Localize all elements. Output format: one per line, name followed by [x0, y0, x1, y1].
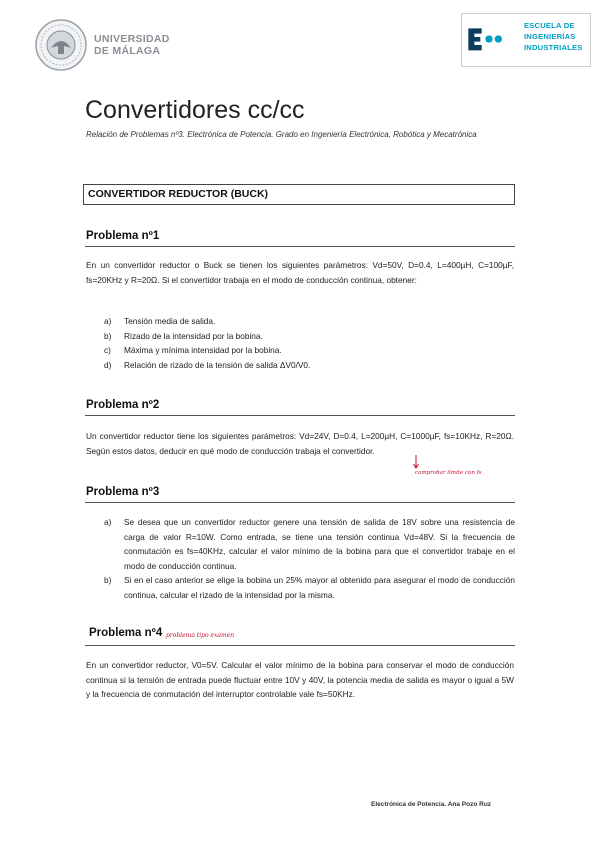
- list-item-label: a): [104, 316, 112, 326]
- problem-1-rule: [85, 246, 515, 247]
- problem-1-statement: En un convertidor reductor o Buck se tienen los siguientes parámetros: Vd=50V, D=0.4, L=400µH, C=100µF, fs=20KHz y R=20Ω. Si el convertidor trabaja en el modo de conducción continua, obtener:: [86, 260, 514, 285]
- eii-name-line1: ESCUELA DE: [524, 21, 575, 30]
- document-subtitle: Relación de Problemas nº3. Electrónica de Potencia. Grado en Ingeniería Electrónica, Robótica y Mecatrónica: [86, 130, 477, 139]
- problem-4-statement: En un convertidor reductor, V0=5V. Calcular el valor mínimo de la bobina para conservar el modo de conducción continua si la tensión de entrada puede fluctuar entre 10V y 40V, la potencia media de salida es mayor o igual a 5W y la frecuencia de conmutación del interruptor controlable vale fs=50KHz.: [86, 660, 514, 699]
- list-item: [104, 358, 504, 373]
- list-item: [104, 573, 515, 602]
- problem-3-title: Problema nº3: [86, 486, 160, 498]
- list-item-text: Rizado de la intensidad por la bobina.: [124, 330, 263, 341]
- list-item-label: b): [104, 330, 112, 341]
- uma-seal-icon: [34, 18, 88, 72]
- problem-4-handnote: problema tipo examen: [166, 632, 235, 639]
- uma-name-line1: UNIVERSIDAD: [94, 33, 170, 45]
- list-item: [104, 343, 504, 358]
- problem-1-list: [104, 314, 504, 372]
- list-item-label: b): [104, 575, 112, 585]
- list-item: [104, 515, 515, 573]
- problem-1-title: Problema nº1: [86, 230, 160, 242]
- problem-4-title: Problema nº4: [89, 627, 163, 639]
- list-item-label: a): [104, 517, 112, 527]
- list-item: [104, 314, 504, 329]
- list-item-text: Si en el caso anterior se elige la bobina un 25% mayor al obtenido para asegurar el modo de conducción continua, calcular el rizado de la intensidad por la misma.: [124, 575, 515, 600]
- uma-name: [94, 33, 170, 57]
- problem-2-title: Problema nº2: [86, 399, 160, 411]
- list-item-label: c): [104, 345, 111, 355]
- problem-3-rule: [85, 502, 515, 503]
- problem-2-handnote: comprobar límite con fs: [415, 470, 482, 476]
- eii-name-line3: INDUSTRIALES: [524, 43, 583, 52]
- problem-4-rule: [85, 645, 515, 646]
- list-item-text: Relación de rizado de la tensión de salida ΔV0/V0.: [124, 359, 311, 370]
- eii-logo: [461, 13, 591, 67]
- handwritten-arrow-icon: [413, 455, 419, 469]
- eii-name: [524, 20, 583, 53]
- list-item-label: d): [104, 359, 112, 370]
- problem-3-list: [104, 515, 515, 602]
- problem-2-rule: [85, 415, 515, 416]
- page-footer: Electrónica de Potencia. Ana Pozo Ruz: [371, 801, 492, 808]
- list-item-text: Se desea que un convertidor reductor genere una tensión de salida de 18V sobre una resistencia de carga de valor R=10W. Como entrada, se tiene una tensión continua Vd=48V. Si la frecuencia de conmutación es fs=40KHz, calcular el valor mínimo de la bobina para que el convertidor trabaje en el modo de conducción continua.: [124, 517, 515, 571]
- list-item-text: Tensión media de salida.: [124, 316, 216, 326]
- uma-logo: [34, 18, 170, 72]
- eii-name-line2: INGENIERÍAS: [524, 32, 576, 41]
- uma-name-line2: DE MÁLAGA: [94, 45, 161, 57]
- section-title: CONVERTIDOR REDUCTOR (BUCK): [88, 188, 269, 200]
- eii-mark-icon: [467, 21, 503, 57]
- section-heading-box: [83, 184, 515, 205]
- list-item-text: Máxima y mínima intensidad por la bobina.: [124, 345, 282, 355]
- document-title: Convertidores cc/cc: [85, 96, 305, 124]
- list-item: [104, 329, 504, 344]
- problem-2-statement: Un convertidor reductor tiene los siguientes parámetros: Vd=24V, D=0.4, L=200µH, C=1000µF, fs=10KHz, R=20Ω. Según estos datos, deducir en qué modo de conducción trabaja el convertidor.: [86, 431, 514, 456]
